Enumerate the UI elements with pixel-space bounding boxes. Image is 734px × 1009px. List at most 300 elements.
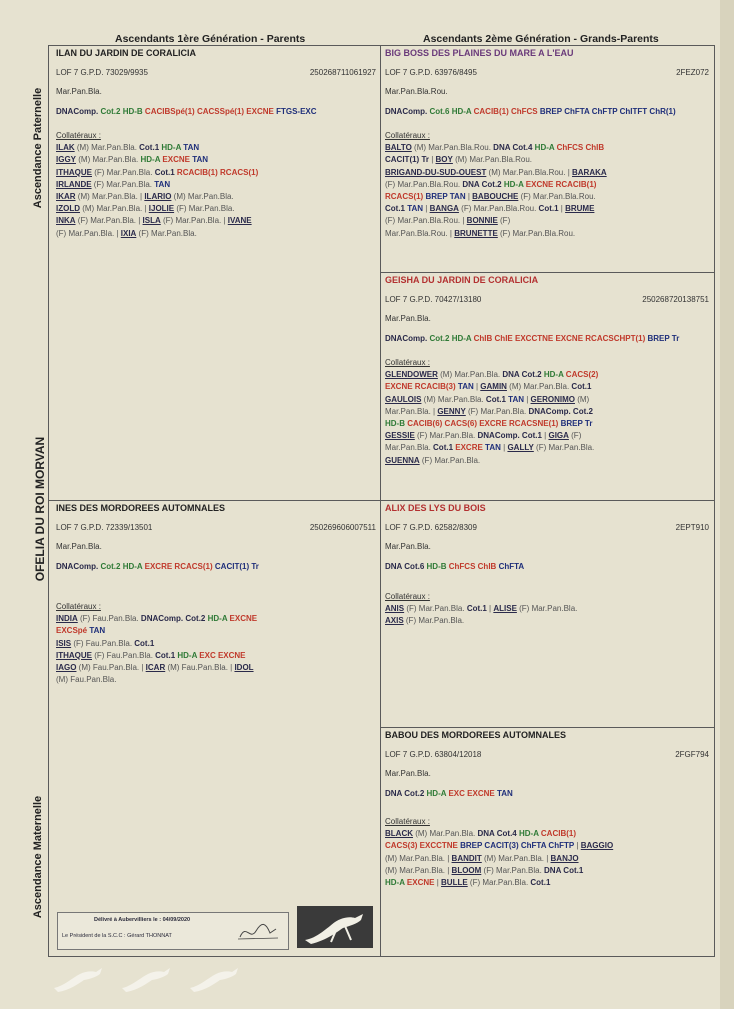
collateral-text: Mar.Pan.Bla. (385, 443, 434, 453)
collateral-text: HD-A (501, 179, 524, 189)
collateral-line (385, 179, 709, 191)
title-badge: Cot.2 (429, 334, 450, 343)
collateral-line (385, 853, 709, 865)
title-badge: ChIB (473, 334, 493, 343)
collateral-line (385, 215, 709, 227)
collateral-text: (M) Mar.Pan.Bla.Rou. | (486, 167, 572, 177)
collateral-name: GIGA (548, 431, 569, 441)
collateral-name: ILARIO (144, 192, 172, 202)
collateral-text: HD-B (385, 419, 405, 429)
collateral-text: (M) Mar.Pan.Bla. (413, 829, 478, 839)
collateral-name: BAGGIO (580, 841, 614, 851)
collateral-text: EXCNE (227, 614, 258, 624)
collateral-list (56, 142, 376, 240)
side-paternal: Ascendance Paternelle (32, 87, 44, 209)
collateral-text: (F) Mar.Pan.Bla. (92, 167, 155, 177)
title-badge: EXCCTNE (515, 334, 554, 343)
collateral-text: (F) Mar.Pan.Bla. (481, 865, 545, 875)
chip-id: 2FEZ072 (676, 68, 709, 77)
collateral-text: TAN (405, 204, 424, 214)
title-badge: BREP Tr (647, 334, 680, 343)
dog-name: ALIX DES LYS DU BOIS (385, 503, 486, 513)
collateral-line (385, 877, 709, 889)
collateral-text: (M) Mar.Pan.Bla. (76, 155, 141, 165)
collateral-text: | (574, 841, 581, 851)
titles (385, 106, 709, 118)
collateral-line (385, 442, 709, 454)
collateral-text: (M) Mar.Pan.Bla. | (75, 192, 145, 202)
collateral-text: Cot.2 (570, 406, 593, 416)
collateral-line (56, 215, 376, 227)
collateral-line (56, 613, 376, 625)
collateral-text: HD-A (385, 878, 405, 888)
collateral-text: TAN (154, 179, 171, 189)
collateral-text: DNA (544, 865, 562, 875)
collateral-text: (M) Mar.Pan.Bla. (171, 192, 234, 202)
collaterals (56, 130, 376, 240)
title-badge: ChITFT (619, 107, 648, 116)
title-badge: EXCRE (144, 562, 173, 571)
collateral-text: DNAComp. (477, 431, 520, 441)
title-badge: ChIB (477, 562, 497, 571)
title-badge: Cot.2 (100, 107, 121, 116)
collateral-name: GALLY (507, 443, 534, 453)
collateral-name: ANIS (385, 604, 405, 614)
lof-number: LOF 7 G.P.D. 72339/13501 (56, 523, 153, 532)
title-badge: EXCNE (555, 334, 584, 343)
collaterals-title: Collatéraux : (385, 592, 430, 601)
collateral-text: Cot.1 (538, 204, 559, 214)
collateral-line (385, 455, 709, 467)
coat-color: Mar.Pan.Bla.Rou. (385, 87, 448, 96)
title-badge: DNA (385, 562, 403, 571)
collateral-text: DNA (493, 143, 511, 153)
collateral-text: EXC EXCNE (197, 650, 246, 660)
collateral-line (56, 167, 376, 179)
collateral-text: (F) Mar.Pan.Bla. (465, 406, 529, 416)
collateral-text: CACIB(6) CACS(6) EXCRE RCACSNE(1) (405, 419, 559, 429)
collateral-text: Cot.2 (183, 614, 206, 624)
collateral-line (385, 418, 709, 430)
collateral-name: BULLE (441, 878, 468, 888)
coat-color: Mar.Pan.Bla. (385, 769, 431, 778)
collateral-name: GUENNA (385, 455, 420, 465)
collateral-text: | (434, 878, 442, 888)
title-badge: ChFTP (591, 107, 618, 116)
collateral-text: (F) Mar.Pan.Bla. (91, 179, 155, 189)
collateral-name: GAMIN (480, 382, 507, 392)
collateral-text: (F) Fau.Pan.Bla. (71, 638, 135, 648)
collateral-text: Cot.1 (433, 443, 454, 453)
collateral-name: IZOLD (56, 204, 80, 214)
header-gen2: Ascendants 2ème Génération - Grands-Parents (423, 33, 659, 45)
collateral-text: (F) Mar.Pan.Bla. | (75, 216, 143, 226)
collateral-name: ISIS (56, 638, 72, 648)
collateral-name: IGGY (56, 155, 77, 165)
collateral-text: Cot.1 (385, 204, 405, 214)
issued-date: Délivré à Aubervilliers le : 04/09/2020 (94, 917, 191, 923)
collateral-text: (F) Mar.Pan.Bla.Rou. (518, 192, 596, 202)
chip-id: 2FGF794 (675, 750, 709, 759)
title-badge: HD-A (451, 107, 472, 116)
collateral-text: Cot.1 (571, 382, 592, 392)
collateral-name: BRIGAND-DU-SUD-OUEST (385, 167, 487, 177)
collateral-line (56, 650, 376, 662)
collateral-line (385, 430, 709, 442)
collateral-text: (F) Mar.Pan.Bla. (136, 228, 197, 238)
collateral-text: Cot.1 (519, 431, 542, 441)
collateral-text: | (500, 443, 508, 453)
lof-number: LOF 7 G.P.D. 62582/8309 (385, 523, 477, 532)
maternal-grandmother-panel (385, 730, 709, 952)
title-badge: Cot.6 (404, 562, 425, 571)
collateral-name: BLACK (385, 829, 413, 839)
collateral-text: Mar.Pan.Bla.Rou. | (385, 228, 455, 238)
collateral-text: RCACIB(1) RCACS(1) (174, 167, 259, 177)
collaterals (56, 601, 376, 686)
collateral-text: DNA (477, 829, 495, 839)
collateral-text: (M) Mar.Pan.Bla. (437, 370, 503, 380)
title-badge: DNAComp. (385, 334, 428, 343)
title-badge: ChFTA (498, 562, 525, 571)
collateral-line (56, 662, 376, 674)
collateral-text: (F) Mar.Pan.Bla.Rou. (497, 228, 576, 238)
title-badge: HD-A (122, 562, 143, 571)
collateral-name: BRUME (565, 204, 595, 214)
collateral-text: Cot.1 (466, 604, 487, 614)
collateral-text: EXCSpé (56, 626, 88, 636)
titles (385, 788, 709, 800)
collateral-text: (F) Mar.Pan.Bla.Rou. (385, 179, 463, 189)
collateral-text: CACIB(1) (538, 829, 577, 839)
collateral-text: Cot.4 (494, 829, 517, 839)
collateral-text: (F) Mar.Pan.Bla. | (160, 216, 228, 226)
collateral-name: BABOUCHE (472, 192, 519, 202)
collaterals-title: Collatéraux : (385, 131, 430, 140)
collateral-list (385, 828, 709, 889)
collateral-text: | (486, 604, 494, 614)
collateral-text: (F) Mar.Pan.Bla. (516, 604, 578, 614)
collateral-text: HD-A (159, 143, 182, 153)
collateral-name: IRLANDE (56, 179, 92, 189)
collateral-line (56, 638, 376, 650)
collateral-text: RCACS(1) (385, 192, 424, 202)
collateral-line (56, 203, 376, 215)
collateral-line (385, 203, 709, 215)
collateral-name: GAULOIS (385, 394, 422, 404)
collateral-text: | (465, 192, 473, 202)
lof-number: LOF 7 G.P.D. 70427/13180 (385, 295, 482, 304)
title-badge: EXCNE (246, 107, 274, 116)
coat-color: Mar.Pan.Bla. (385, 542, 431, 551)
title-badge: HD-B (426, 562, 447, 571)
collateral-text: DNAComp. (140, 614, 184, 624)
chip-id: 250269606007511 (309, 523, 376, 532)
title-badge: TAN (496, 789, 513, 798)
collateral-text: (F) Fau.Pan.Bla. (92, 650, 156, 660)
collateral-text: (M) Mar.Pan.Bla. (421, 394, 486, 404)
collateral-text: (M) Mar.Pan.Bla. | (481, 853, 551, 863)
collateral-list (56, 613, 376, 686)
collateral-name: IVANE (227, 216, 252, 226)
title-badge: EXCNE (467, 789, 495, 798)
collaterals (385, 130, 709, 240)
title-badge: HD-A (451, 334, 472, 343)
collateral-text: (F) (568, 431, 582, 441)
title-badge: DNAComp. (56, 107, 99, 116)
dog-name: BIG BOSS DES PLAINES DU MARE A L'EAU (385, 48, 574, 58)
title-badge: CACIB(1) (473, 107, 509, 116)
collateral-name: BANDIT (451, 853, 482, 863)
collateral-text: EXCNE RCACIB(3) (385, 382, 456, 392)
collateral-line (385, 840, 709, 852)
running-dog-icon (50, 962, 250, 998)
collateral-text: Cot.1 (155, 650, 176, 660)
collateral-text: BREP TAN (423, 192, 466, 202)
divider-pat-gp (380, 272, 715, 273)
dog-name: BABOU DES MORDOREES AUTOMNALES (385, 730, 567, 740)
collateral-text: | (473, 382, 481, 392)
collateral-text: Cot.1 (134, 638, 155, 648)
collateral-text: TAN (505, 394, 524, 404)
collateral-text: (M) Fau.Pan.Bla. | (165, 663, 235, 673)
collateral-line (385, 828, 709, 840)
collaterals (385, 591, 709, 628)
maternal-grandfather-panel (385, 503, 709, 723)
certificate-box (57, 912, 289, 950)
title-badge: EXC (448, 789, 465, 798)
collateral-line (56, 228, 376, 240)
collateral-text: DNAComp. (528, 406, 571, 416)
collateral-name: ITHAQUE (56, 650, 92, 660)
collateral-text: (F) Mar.Pan.Bla. (404, 604, 467, 614)
title-badge: HD-A (426, 789, 447, 798)
collateral-line (385, 615, 709, 627)
father-panel (56, 48, 376, 496)
collateral-name: IXIA (120, 228, 137, 238)
title-badge: ChFCS (510, 107, 538, 116)
collateral-text: (F) Mar.Pan.Bla. (403, 616, 465, 626)
collateral-text: CACS(3) EXCCTNE (385, 841, 458, 851)
footer-dogs (50, 962, 250, 1000)
collaterals (385, 816, 709, 889)
collateral-text: ChFCS ChIB (554, 143, 605, 153)
collateral-line (385, 603, 709, 615)
collateral-list (385, 369, 709, 467)
title-badge: ChR(1) (649, 107, 676, 116)
lof-number: LOF 7 G.P.D. 63976/8495 (385, 68, 477, 77)
collateral-name: ITHAQUE (56, 167, 92, 177)
collateral-name: IDOL (234, 663, 254, 673)
collateral-text: | (429, 155, 436, 165)
collateral-text: (M) Fau.Pan.Bla. | (76, 663, 146, 673)
collateral-line (385, 142, 709, 154)
scc-dog-logo-icon (297, 906, 373, 948)
collateral-line (56, 625, 376, 637)
collateral-name: GLENDOWER (385, 370, 438, 380)
header-gen1: Ascendants 1ère Génération - Parents (115, 33, 306, 45)
collateral-line (385, 191, 709, 203)
title-badge: Cot.2 (404, 789, 425, 798)
collateral-text: HD-A (541, 370, 564, 380)
title-badge: RCACS(1) (174, 562, 213, 571)
chip-id: 250268720138751 (642, 295, 709, 304)
title-badge: CACSSpé(1) (196, 107, 245, 116)
collateral-text: Cot.2 (479, 179, 502, 189)
collateral-name: INKA (56, 216, 76, 226)
collateral-name: ALISE (493, 604, 517, 614)
collateral-name: IKAR (56, 192, 76, 202)
collaterals-title: Collatéraux : (385, 358, 430, 367)
collaterals-title: Collatéraux : (56, 131, 101, 140)
collateral-line (56, 674, 376, 686)
side-maternal: Ascendance Maternelle (32, 795, 44, 919)
collateral-line (56, 179, 376, 191)
collateral-text: (M) Mar.Pan.Bla. | (80, 204, 149, 214)
lof-number: LOF 7 G.P.D. 63804/12018 (385, 750, 482, 759)
title-badge: DNAComp. (56, 562, 99, 571)
title-badge: CACIBSpé(1) (144, 107, 195, 116)
collateral-text: TAN (189, 155, 209, 165)
collateral-text: (F) Mar.Pan.Bla. (414, 431, 478, 441)
collaterals-title: Collatéraux : (56, 602, 101, 611)
collateral-name: BOY (435, 155, 453, 165)
titles (56, 561, 376, 573)
collateral-text: CACIT(1) Tr (385, 155, 429, 165)
collateral-text: (M) Mar.Pan.Bla. (506, 382, 572, 392)
collateral-text: (F) Mar.Pan.Bla. (419, 455, 481, 465)
collateral-text: Cot.1 (530, 878, 551, 888)
collateral-text: HD-A (516, 829, 539, 839)
dog-name: INES DES MORDOREES AUTOMNALES (56, 503, 226, 513)
title-badge: ChFTA (564, 107, 590, 116)
collateral-text: | (524, 394, 531, 404)
collateral-text: CACS(2) (563, 370, 599, 380)
divider-mat-gp (380, 727, 715, 728)
collateral-line (385, 154, 709, 166)
collateral-line (56, 154, 376, 166)
dog-name: GEISHA DU JARDIN DE CORALICIA (385, 275, 539, 285)
collateral-text: (M) (574, 394, 590, 404)
collateral-name: BONNIE (466, 216, 498, 226)
coat-color: Mar.Pan.Bla. (385, 314, 431, 323)
title-badge: HD-B (122, 107, 143, 116)
signature-icon (236, 919, 280, 945)
title-badge: BREP (539, 107, 562, 116)
collateral-text: HD-A (205, 614, 228, 624)
side-subject: OFELIA DU ROI MORVAN (33, 436, 47, 582)
collateral-text: EXCNE (404, 878, 435, 888)
collateral-text: (M) Mar.Pan.Bla. (74, 143, 140, 153)
collateral-line (385, 228, 709, 240)
column-divider (380, 45, 381, 957)
collateral-text: DNA (502, 370, 520, 380)
collateral-text: Cot.1 (139, 143, 160, 153)
collateral-text: TAN (181, 143, 200, 153)
title-badge: Cot.6 (429, 107, 450, 116)
collateral-text: HD-A (140, 155, 161, 165)
title-badge: RCACSCHPT(1) (585, 334, 646, 343)
collateral-text: | (558, 204, 566, 214)
title-badge: ChIE (494, 334, 513, 343)
collateral-text: Cot.1 (485, 394, 506, 404)
collateral-name: IJOLIE (148, 204, 175, 214)
collateral-line (385, 394, 709, 406)
paternal-grandmother-panel (385, 275, 709, 497)
collateral-name: GERONIMO (530, 394, 575, 404)
collateral-line (385, 381, 709, 393)
lof-number: LOF 7 G.P.D. 73029/9935 (56, 68, 148, 77)
collateral-text: TAN (455, 382, 474, 392)
collateral-name: AXIS (385, 616, 404, 626)
collateral-line (385, 865, 709, 877)
collateral-name: BALTO (385, 143, 412, 153)
collateral-text: Cot.4 (510, 143, 533, 153)
collateral-text: (M) Mar.Pan.Bla.Rou. (411, 143, 494, 153)
collateral-line (385, 406, 709, 418)
collateral-text: HD-A (175, 650, 198, 660)
collaterals-title: Collatéraux : (385, 817, 430, 826)
collateral-list (385, 603, 709, 627)
collateral-line (385, 167, 709, 179)
president-signature-label: Le Président de la S.C.C : Gérard THONNAT (62, 933, 172, 939)
collateral-text: (F) Fau.Pan.Bla. (77, 614, 141, 624)
collateral-name: BANJO (550, 853, 579, 863)
collateral-text: (F) Mar.Pan.Bla.Rou. (458, 204, 539, 214)
collateral-text: (M) Fau.Pan.Bla. (56, 675, 117, 685)
collateral-line (385, 369, 709, 381)
collateral-text: | (541, 431, 549, 441)
collateral-name: IAGO (56, 663, 77, 673)
dog-name: ILAN DU JARDIN DE CORALICIA (56, 48, 197, 58)
collateral-text: EXCNE RCACIB(1) (523, 179, 597, 189)
collateral-text: HD-A (532, 143, 555, 153)
collateral-text: (F) Mar.Pan.Bla. (533, 443, 595, 453)
chip-id: 2EPT910 (675, 523, 709, 532)
collateral-text: Cot.1 (561, 865, 584, 875)
chip-id: 250268711061927 (309, 68, 376, 77)
collateral-text: (F) Mar.Pan.Bla.Rou. | (385, 216, 467, 226)
collateral-name: BANGA (429, 204, 459, 214)
mother-panel (56, 503, 376, 903)
collateral-text: (M) Mar.Pan.Bla. | (385, 853, 452, 863)
collateral-text: TAN (482, 443, 501, 453)
page-edge (720, 0, 734, 1009)
title-badge: ChFCS (448, 562, 476, 571)
title-badge: Cot.2 (100, 562, 121, 571)
title-badge: CACIT(1) Tr (214, 562, 259, 571)
titles (385, 333, 709, 345)
collateral-line (56, 191, 376, 203)
collateral-text: Cot.1 (154, 167, 175, 177)
collateral-line (56, 142, 376, 154)
collateral-text: (F) Mar.Pan.Bla. | (56, 228, 121, 238)
collateral-text: | (423, 204, 430, 214)
collateral-list (385, 142, 709, 240)
titles (385, 561, 709, 573)
collateral-text: BREP Tr (558, 419, 593, 429)
coat-color: Mar.Pan.Bla. (56, 542, 102, 551)
coat-color: Mar.Pan.Bla. (56, 87, 102, 96)
title-badge: DNA (385, 789, 403, 798)
collateral-name: BARAKA (572, 167, 607, 177)
collaterals (385, 357, 709, 467)
collateral-text: DNA (462, 179, 480, 189)
collateral-text: TAN (87, 626, 106, 636)
collateral-text: (F) (497, 216, 511, 226)
collateral-text: (M) Mar.Pan.Bla.Rou. (452, 155, 533, 165)
collateral-text: EXCNE (160, 155, 190, 165)
